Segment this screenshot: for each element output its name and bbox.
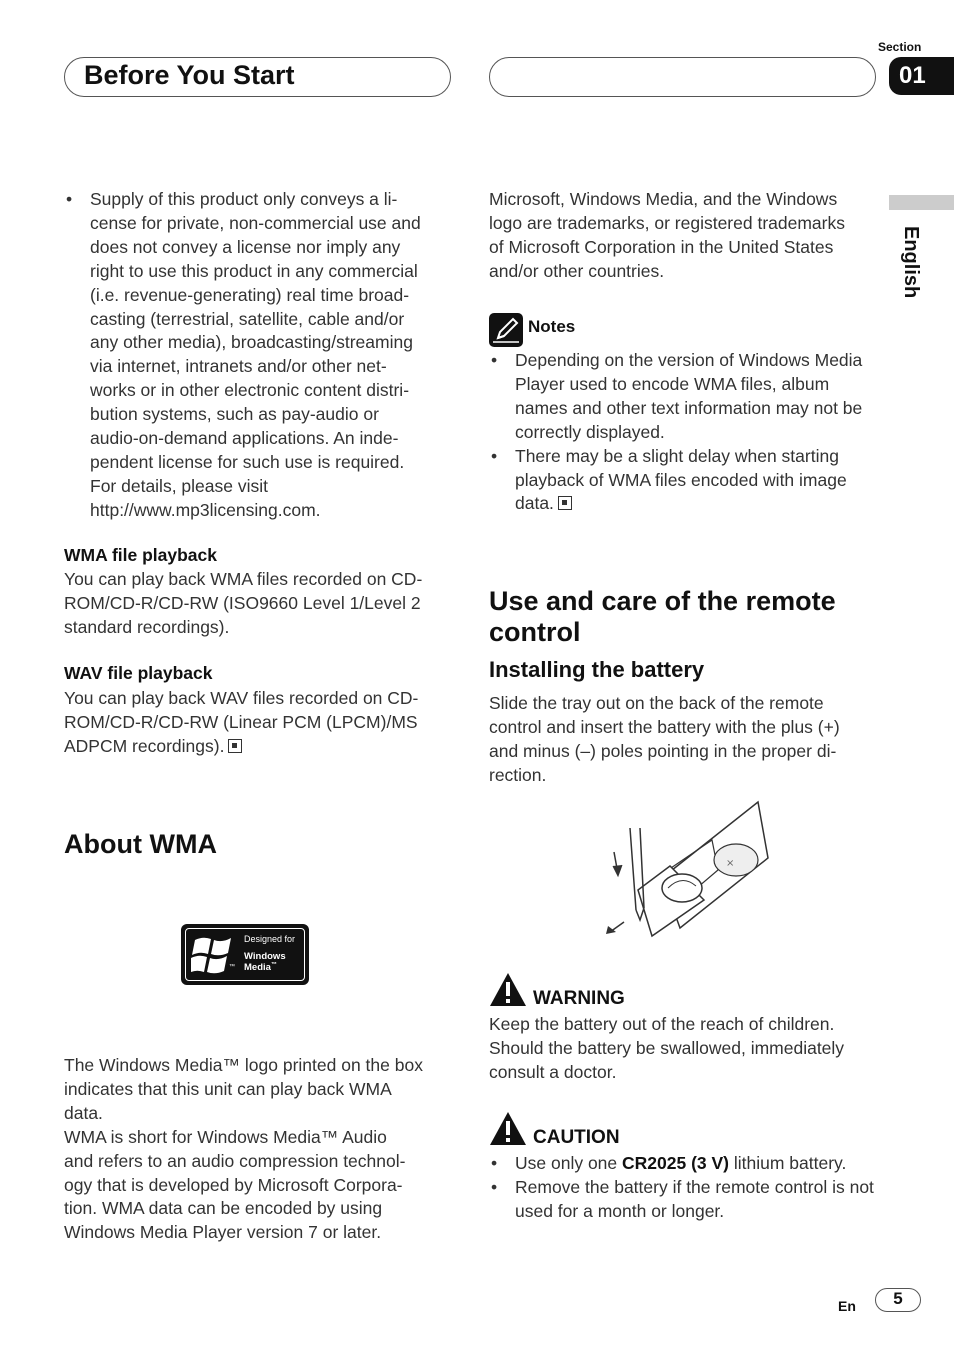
caution-item-1-bold: CR2025 (3 V) <box>622 1153 730 1173</box>
about-wma-heading: About WMA <box>64 829 217 859</box>
pencil-icon <box>489 313 523 347</box>
caution-item-1-pre: Use only one <box>515 1153 623 1173</box>
caution-label: CAUTION <box>533 1127 620 1148</box>
remote-heading: Use and care of the remote control <box>489 586 836 647</box>
caution-icon <box>489 1111 527 1146</box>
about-wma-text: The Windows Media™ logo printed on the box indicates that this unit can play back WMA data. WMA is short for Windows Media™ Audio and refers to an audio compression technol- ogy that is developed by Microsoft Corpora- tion. WMA data can be encoded by using Windows Media Player version 7 or later. <box>64 1055 423 1243</box>
svg-text:×: × <box>726 858 735 869</box>
note-text-1: Depending on the version of Windows Media Player used to encode WMA files, album names and other text information may not be correctly displayed. <box>515 350 863 442</box>
wav-text: You can play back WAV files recorded on CD- ROM/CD-R/CD-RW (Linear PCM (LPCM)/MS ADPCM recordings). <box>64 688 419 756</box>
wav-text-block <box>64 687 454 759</box>
list-item <box>489 1176 889 1224</box>
notes-icon <box>489 313 523 347</box>
section-number: 01 <box>889 57 954 95</box>
logo-windows: Windows <box>244 951 286 962</box>
wav-heading: WAV file playback <box>64 663 213 683</box>
battery-heading: Installing the battery <box>489 657 705 682</box>
caution-item-1-post: lithium battery. <box>729 1153 847 1173</box>
page-number: 5 <box>893 1289 903 1308</box>
list-item <box>489 349 884 445</box>
caution-list <box>489 1152 889 1224</box>
page-header-title: Before You Start <box>84 60 295 90</box>
list-item <box>489 445 884 517</box>
list-item <box>489 1152 889 1176</box>
header-blank-frame <box>489 57 876 97</box>
footer-lang: En <box>838 1298 856 1314</box>
warning-label: WARNING <box>533 988 625 1009</box>
section-label: Section <box>878 40 922 54</box>
caution-item-2: Remove the battery if the remote control is not used for a month or longer. <box>515 1176 874 1221</box>
windows-media-logo <box>181 924 309 985</box>
logo-media-tm: ™ <box>270 962 277 968</box>
warning-text: Keep the battery out of the reach of children. Should the battery be swallowed, immediately consult a doctor. <box>489 1014 845 1082</box>
logo-media-text: Media <box>244 962 271 973</box>
note-text-2: There may be a slight delay when starting playback of WMA files encoded with image data. <box>515 445 847 514</box>
logo-designed-for: Designed for <box>244 934 296 944</box>
license-text: Supply of this product only conveys a li- cense for private, non-commercial use and does not convey a license nor imply any right to use this product in any commercial (i.e. revenue-generating) real time broad- casting (terrestrial, satellite, cable and/or any other media), broadcasting/streaming via internet, intranets and/or other net- works or in other electronic content distri- bution systems, such as pay-audio or audio-on-demand applications. An inde- pendent license for such use is required. For details, please visit http://www.mp3licensing.com. <box>90 189 421 520</box>
language-label: English <box>900 226 922 299</box>
logo-media <box>244 962 277 973</box>
end-mark-icon <box>558 496 572 510</box>
notes-label: Notes <box>528 317 576 336</box>
logo-tm-mark: ™ <box>229 964 235 970</box>
warning-icon <box>489 972 527 1007</box>
end-mark-icon <box>228 739 242 753</box>
language-tab <box>889 195 954 210</box>
notes-list <box>489 349 884 516</box>
battery-install-illustration <box>600 800 770 940</box>
license-bullet-list <box>64 188 454 523</box>
battery-text: Slide the tray out on the back of the remote control and insert the battery with the plus (+) and minus (–) poles pointing in the proper di- rection. <box>489 693 840 785</box>
list-item <box>64 188 454 523</box>
trademark-text: Microsoft, Windows Media, and the Windows logo are trademarks, or registered trademarks of Microsoft Corporation in the United States and/or other countries. <box>489 189 845 281</box>
wma-heading: WMA file playback <box>64 545 217 565</box>
wma-text: You can play back WMA files recorded on CD- ROM/CD-R/CD-RW (ISO9660 Level 1/Level 2 standard recordings). <box>64 569 423 637</box>
